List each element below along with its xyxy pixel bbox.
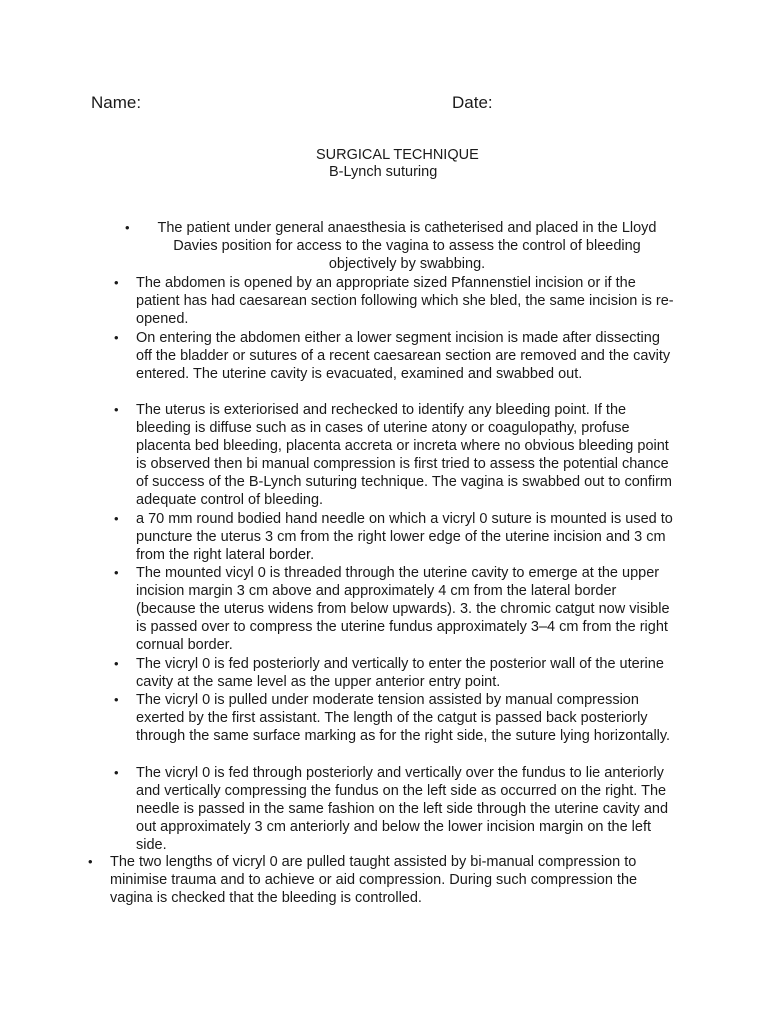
bullet-icon: • [114,275,119,290]
bullet-icon: • [114,511,119,526]
step-item: The uterus is exteriorised and rechecked to identify any bleeding point. If the bleeding is diffuse such as in cases of uterine atony or coagulopathy, profuse placenta bed bleeding, placenta accreta or increta where no obvious bleeding point is observed then bi manual compression is first tried to assess the potential chance of success of the B-Lynch suturing technique. The vagina is swabbed out to confirm adequate control of bleeding. [136,402,672,508]
bullet-icon: • [114,565,119,580]
bullet-icon: • [125,220,130,235]
document-subtitle: B-Lynch suturing [329,164,438,180]
step-item: The vicryl 0 is fed through posteriorly and vertically over the fundus to lie anteriorly and vertically compressing the fundus on the left side as occurred on the right. The needle is passed in the same fashion on the left side through the uterine cavity and out approximately 3 cm anteriorly and below the lower incision margin on the left side. [136,765,669,853]
step-item: The vicryl 0 is fed posteriorly and vertically to enter the posterior wall of the uterine cavity at the same level as the upper anterior entry point. [136,656,664,690]
bullet-icon: • [88,854,93,869]
document-title: SURGICAL TECHNIQUE [316,147,479,163]
step-item: On entering the abdomen either a lower segment incision is made after dissecting off the bladder or sutures of a recent caesarean section are removed and the cavity entered. The uterine cavity is evacuated, examined and swabbed out. [136,330,671,382]
step-item: The two lengths of vicryl 0 are pulled taught assisted by bi-manual compression to minimise trauma and to achieve or aid compression. During such compression the vagina is checked that the bleeding is controlled. [110,854,638,906]
bullet-icon: • [114,330,119,345]
bullet-icon: • [114,692,119,707]
step-item: The patient under general anaesthesia is catheterised and placed in the Lloyd Davies position for access to the vagina to assess the control of bleeding objectively by swabbing. [157,220,657,272]
step-item: a 70 mm round bodied hand needle on which a vicryl 0 suture is mounted is used to puncture the uterus 3 cm from the right lower edge of the uterine incision and 3 cm from the right lateral border. [136,511,673,563]
step-item: The vicryl 0 is pulled under moderate tension assisted by manual compression exerted by the first assistant. The length of the catgut is passed back posteriorly through the same surface marking as for the right side, the suture lying horizontally. [136,692,671,744]
name-field-label: Name: [91,93,142,112]
step-item: The mounted vicyl 0 is threaded through the uterine cavity to emerge at the upper incision margin 3 cm above and approximately 4 cm from the lateral border (because the uterus widens from below upwards). 3. the chromic catgut now visible is passed over to compress the uterine fundus approximately 3–4 cm from the right cornual border. [136,565,670,653]
bullet-icon: • [114,765,119,780]
bullet-icon: • [114,656,119,671]
date-field-label: Date: [452,93,493,112]
step-item: The abdomen is opened by an appropriate sized Pfannenstiel incision or if the patient has had caesarean section following which she bled, the same incision is re-opened. [136,275,674,327]
bullet-icon: • [114,402,119,417]
